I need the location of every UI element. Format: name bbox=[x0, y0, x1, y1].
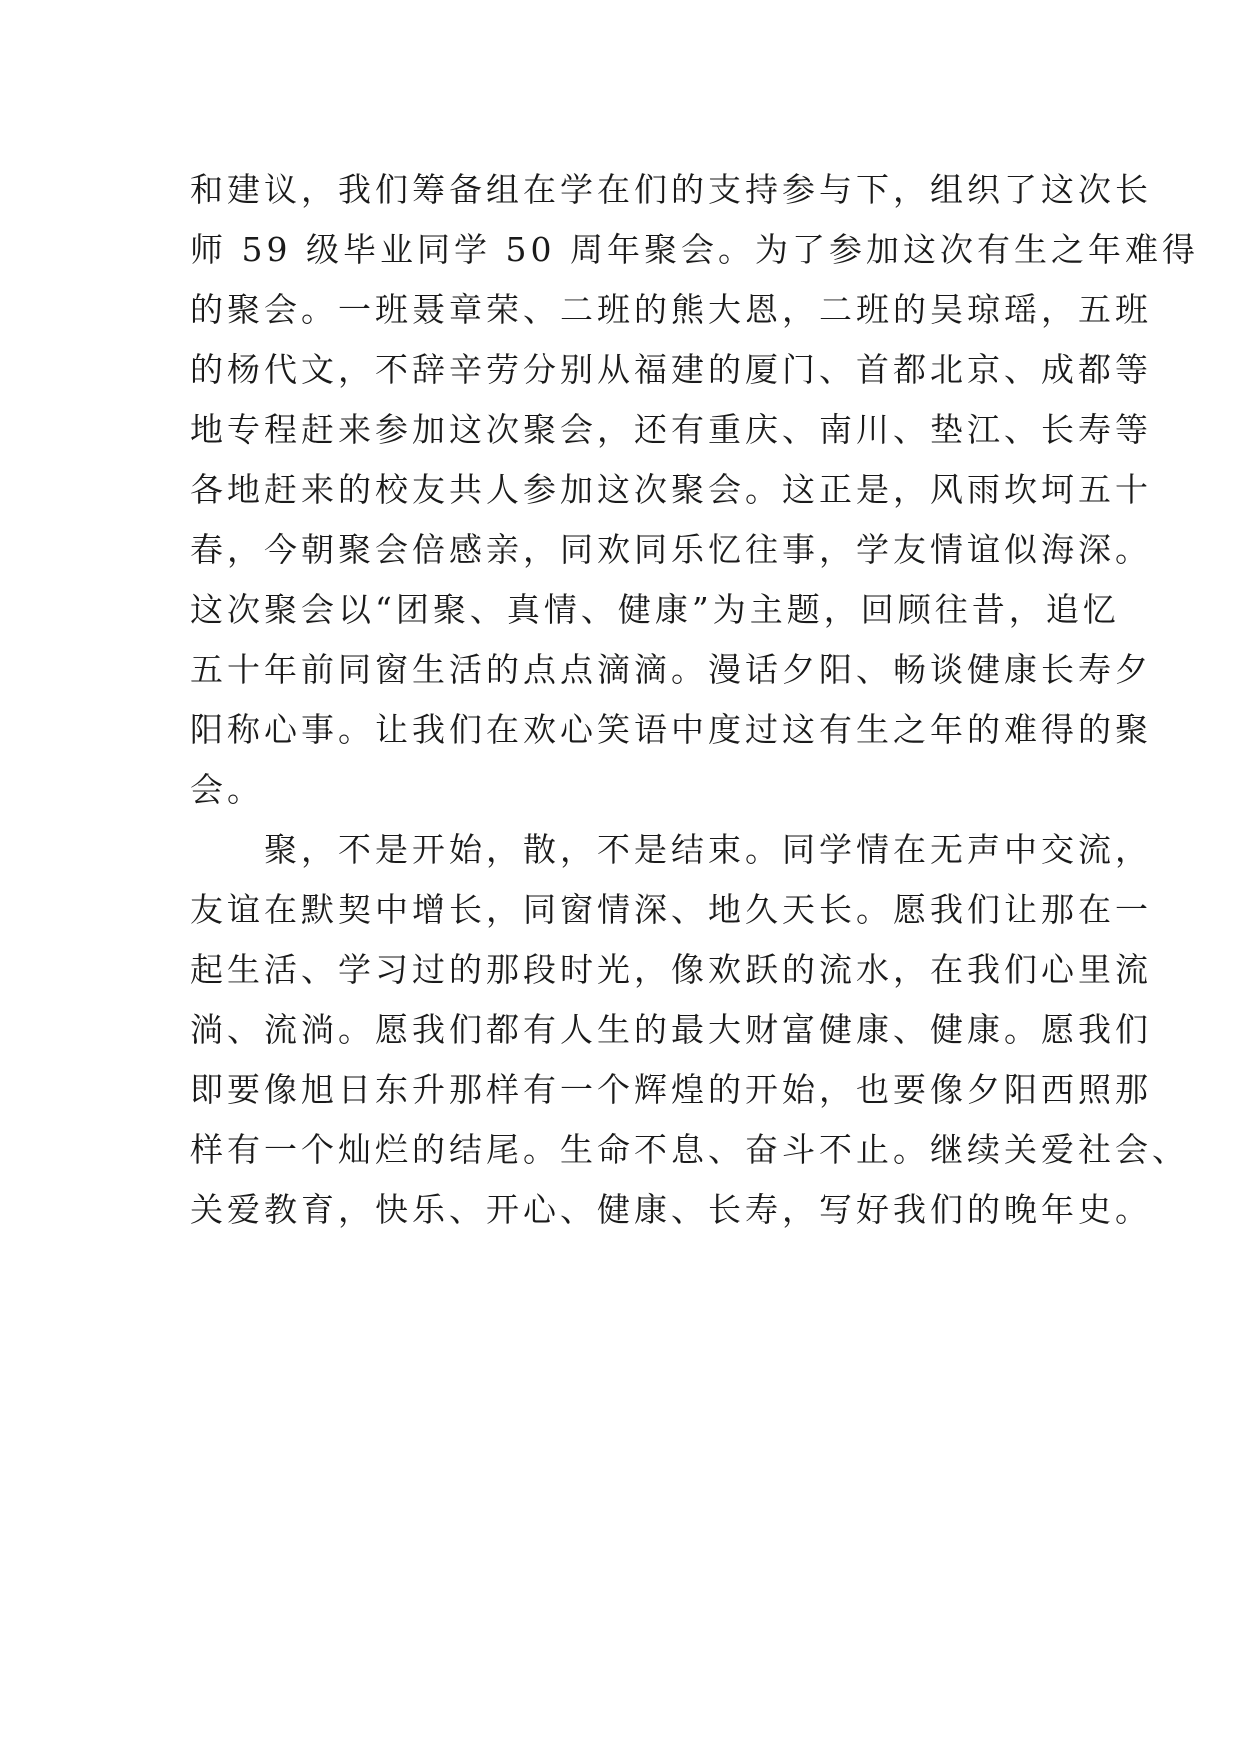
text-line: 聚，不是开始，散，不是结束。同学情在无声中交流， bbox=[190, 830, 1152, 869]
text-line: 友谊在默契中增长，同窗情深、地久天长。愿我们让那在一 bbox=[190, 890, 1152, 929]
text-line: 淌、流淌。愿我们都有人生的最大财富健康、健康。愿我们 bbox=[190, 1010, 1152, 1049]
text-line: 师 59 级毕业同学 50 周年聚会。为了参加这次有生之年难得 bbox=[190, 230, 1199, 269]
body-text bbox=[190, 160, 1199, 1240]
text-line: 关爱教育，快乐、开心、健康、长寿，写好我们的晚年史。 bbox=[190, 1190, 1152, 1229]
text-line: 这次聚会以“团聚、真情、健康”为主题，回顾往昔，追忆 bbox=[190, 590, 1120, 629]
text-line: 的杨代文，不辞辛劳分别从福建的厦门、首都北京、成都等 bbox=[190, 350, 1152, 389]
text-line: 会。 bbox=[190, 770, 264, 809]
text-line: 的聚会。一班聂章荣、二班的熊大恩，二班的吴琼瑶，五班 bbox=[190, 290, 1152, 329]
text-line: 春，今朝聚会倍感亲，同欢同乐忆往事，学友情谊似海深。 bbox=[190, 530, 1152, 569]
text-line: 即要像旭日东升那样有一个辉煌的开始，也要像夕阳西照那 bbox=[190, 1070, 1152, 1109]
text-line: 样有一个灿烂的结尾。生命不息、奋斗不止。继续关爱社会、 bbox=[190, 1130, 1189, 1169]
text-line: 地专程赶来参加这次聚会，还有重庆、南川、垫江、长寿等 bbox=[190, 410, 1152, 449]
text-line: 起生活、学习过的那段时光，像欢跃的流水，在我们心里流 bbox=[190, 950, 1152, 989]
text-line: 各地赶来的校友共人参加这次聚会。这正是，风雨坎坷五十 bbox=[190, 470, 1152, 509]
text-line: 五十年前同窗生活的点点滴滴。漫话夕阳、畅谈健康长寿夕 bbox=[190, 650, 1152, 689]
text-line: 和建议，我们筹备组在学在们的支持参与下，组织了这次长 bbox=[190, 170, 1152, 209]
text-line: 阳称心事。让我们在欢心笑语中度过这有生之年的难得的聚 bbox=[190, 710, 1152, 749]
